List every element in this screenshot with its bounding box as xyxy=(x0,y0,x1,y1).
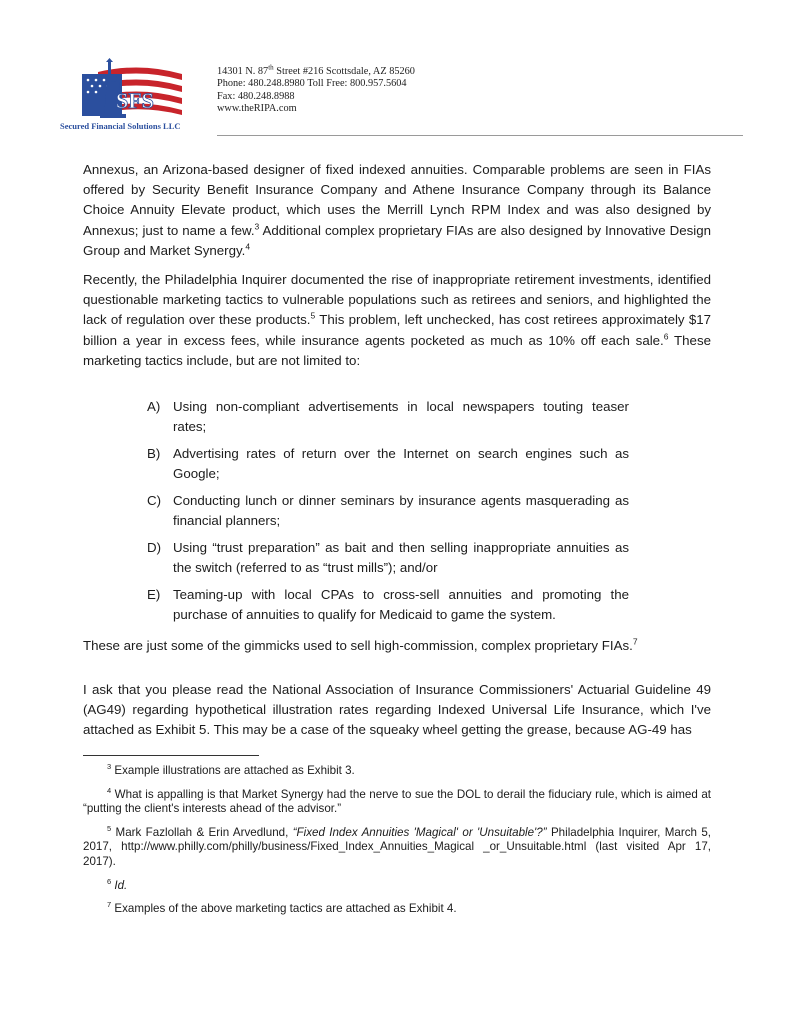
paragraph-gimmicks: These are just some of the gimmicks used to sell high-commission, complex proprietary FIAs.$^7$ xyxy=(83,636,638,653)
footnotes xyxy=(83,764,711,926)
footnote-4: $^4$ What is appalling is that Market Synergy had the nerve to sue the DOL to derail the fiduciary rule, which is aimed at “putting the client's interests ahead of the advisor.” xyxy=(83,785,711,816)
list-marker: C) xyxy=(147,492,162,508)
marketing-tactics-list xyxy=(147,397,629,632)
liberty-flag-logo-icon xyxy=(60,58,210,128)
list-item-text: Advertising rates of return over the Internet on search engines such as Google; xyxy=(173,445,629,482)
article-title: “Fixed Index Annuities 'Magical' or 'Unsuitable'?” xyxy=(292,825,547,839)
list-item xyxy=(147,444,629,484)
list-item xyxy=(147,538,629,578)
list-item xyxy=(147,585,629,625)
list-item xyxy=(147,491,629,531)
list-marker: A) xyxy=(147,399,161,414)
footnote-ref[interactable]: 4 xyxy=(245,241,251,252)
fax-line: Fax: 480.248.8988 xyxy=(217,90,295,102)
logo-caption: Secured Financial Solutions LLC xyxy=(60,121,181,131)
website-link[interactable]: www.theRIPA.com xyxy=(217,103,297,115)
footnote-3: $^3$ Example illustrations are attached as Exhibit 3. xyxy=(107,762,355,777)
logo-text: SFS xyxy=(116,88,154,113)
list-item-text: Using non-compliant advertisements in local newspapers touting teaser rates; xyxy=(173,399,629,435)
footnote-ref[interactable]: 7 xyxy=(632,636,638,647)
street-address: 14301 N. 87th Street #216 Scottsdale, AZ 85260 xyxy=(217,63,415,77)
footnote-ref[interactable]: 3 xyxy=(254,221,260,232)
header-divider xyxy=(217,135,743,136)
footnote-5: $^5$ Mark Fazlollah & Erin Arvedlund, “Fixed Index Annuities 'Magical' or 'Unsuitable'?” Philadelphia Inquirer, March 5, 2017, http://www.philly.com/philly/business/Fixed_Index_Annuities_Magical _or_Unsuitable.html (last visited Apr 17, 2017). xyxy=(83,823,711,868)
paragraph-annexus: Annexus, an Arizona-based designer of fixed indexed annuities. Comparable problems are seen in FIAs offered by Security Benefit Insurance Company and Athene Insurance Company through its Balance Choice Annuity Elevate product, which uses the Merrill Lynch RPM Index and was also designed by Annexus; just to name a few.$^3$ Additional complex proprietary FIAs are also designed by Innovative Design Group and Market Synergy.$^4$ xyxy=(83,162,711,258)
list-item-text: Using “trust preparation” as bait and then selling inappropriate annuities as the switch (referred to as “trust mills”); and/or xyxy=(173,539,629,575)
footnote-ref[interactable]: 5 xyxy=(310,310,316,321)
paragraph-inquirer: Recently, the Philadelphia Inquirer documented the rise of inappropriate retirement investments, identified questionable marketing tactics to vulnerable populations such as retirees and seniors, and highlighted the lack of regulation over these products.$^5$ This problem, left unchecked, has cost retirees approximately $17 billion a year in excess fees, while insurance agents pocketed as much as 10% off each sale.$^6$ These marketing tactics include, but are not limited to: xyxy=(83,272,711,368)
phone-line: Phone: 480.248.8980 Toll Free: 800.957.5604 xyxy=(217,78,407,90)
company-logo xyxy=(60,58,210,138)
footnote-6: $^6$ Id. xyxy=(107,876,128,892)
paragraph-ag49: I ask that you please read the National Association of Insurance Commissioners' Actuarial Guideline 49 (AG49) regarding hypothetical illustration rates regarding Indexed Universal Life Insurance, which I've attached as Exhibit 5. This may be a case of the squeaky wheel getting the grease, because AG-49 has xyxy=(83,682,711,738)
list-item-text: Teaming-up with local CPAs to cross-sell annuities and promoting the purchase of annuities to qualify for Medicaid to game the system. xyxy=(173,586,629,622)
list-marker: E) xyxy=(147,586,161,602)
list-item-text: Conducting lunch or dinner seminars by insurance agents masquerading as financial planners; xyxy=(173,492,629,529)
list-marker: D) xyxy=(147,539,162,555)
letterhead-address-block xyxy=(217,63,415,116)
footnote-ref[interactable]: 6 xyxy=(663,331,669,342)
list-item xyxy=(147,397,629,437)
footnote-7: $^7$ Examples of the above marketing tactics are attached as Exhibit 4. xyxy=(107,900,457,916)
list-marker: B) xyxy=(147,445,161,461)
footnote-divider xyxy=(83,755,259,756)
